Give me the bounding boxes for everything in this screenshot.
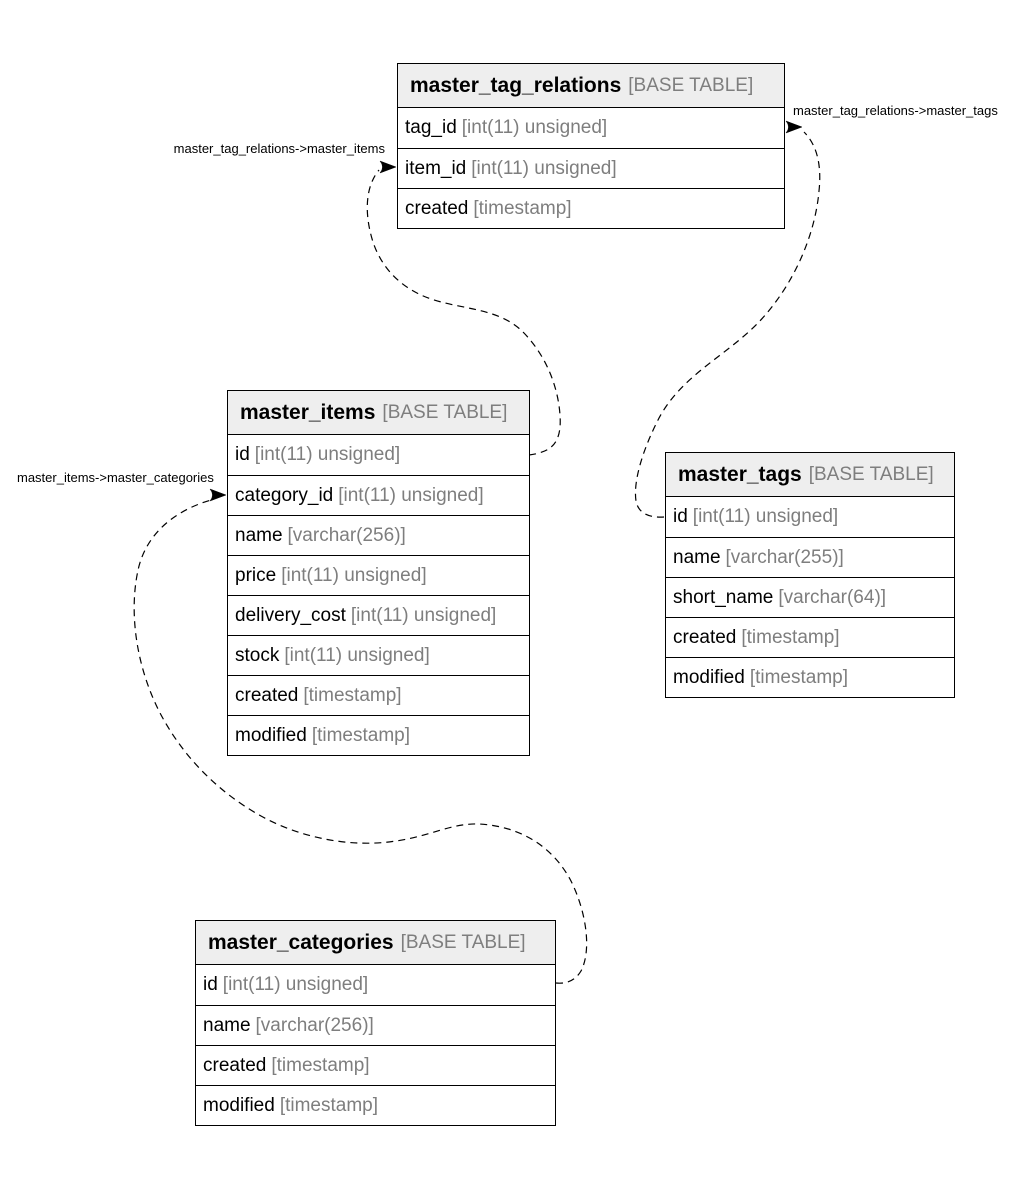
relation-arrowhead-tag-id xyxy=(786,121,802,133)
table-header xyxy=(228,391,529,435)
column-name: modified xyxy=(673,666,745,688)
column-type: [int(11) unsigned] xyxy=(222,974,369,995)
column-type: [int(11) unsigned] xyxy=(692,506,839,527)
column-name: tag_id xyxy=(405,117,457,138)
table-row xyxy=(398,148,784,188)
table-node-master-tag-relations[interactable] xyxy=(397,63,785,229)
table-row xyxy=(666,537,954,577)
column-type: [varchar(256)] xyxy=(287,524,406,546)
table-node-master-items[interactable] xyxy=(227,390,530,756)
table-row xyxy=(666,657,954,697)
column-type: [int(11) unsigned] xyxy=(461,117,608,138)
column-name: stock xyxy=(235,644,280,666)
table-header xyxy=(666,453,954,497)
column-name: name xyxy=(235,524,283,546)
column-type: [varchar(256)] xyxy=(255,1014,374,1036)
table-row xyxy=(228,435,529,475)
column-type: [timestamp] xyxy=(473,197,572,219)
table-type-badge: [BASE TABLE] xyxy=(400,931,526,953)
column-name: modified xyxy=(203,1094,275,1116)
table-row xyxy=(398,108,784,148)
table-type-badge: [BASE TABLE] xyxy=(382,401,508,423)
column-type: [int(11) unsigned] xyxy=(281,564,427,586)
table-name: master_tag_relations xyxy=(410,73,622,97)
column-name: created xyxy=(203,1054,267,1076)
column-type: [timestamp] xyxy=(741,626,840,648)
column-type: [varchar(255)] xyxy=(725,546,844,568)
column-type: [varchar(64)] xyxy=(778,586,887,608)
column-type: [int(11) unsigned] xyxy=(254,444,401,465)
column-type: [timestamp] xyxy=(311,724,411,746)
table-header xyxy=(398,64,784,108)
column-name: item_id xyxy=(405,157,467,179)
column-name: id xyxy=(203,974,218,995)
table-row xyxy=(666,617,954,657)
table-row xyxy=(228,635,529,675)
column-type: [int(11) unsigned] xyxy=(471,157,617,179)
column-type: [timestamp] xyxy=(279,1094,379,1116)
column-name: modified xyxy=(235,724,307,746)
table-row xyxy=(398,188,784,228)
column-name: id xyxy=(673,506,688,527)
table-row xyxy=(228,595,529,635)
table-row xyxy=(228,515,529,555)
table-row xyxy=(228,555,529,595)
column-name: name xyxy=(673,546,721,568)
column-type: [int(11) unsigned] xyxy=(350,604,497,626)
table-name: master_tags xyxy=(678,462,802,486)
column-type: [timestamp] xyxy=(749,666,849,688)
table-row xyxy=(196,965,555,1005)
table-row xyxy=(666,577,954,617)
relation-label-tagrelations-items: master_tag_relations->master_items xyxy=(173,141,385,156)
relation-label-tagrelations-tags: master_tag_relations->master_tags xyxy=(793,103,998,118)
column-type: [int(11) unsigned] xyxy=(338,484,484,506)
table-type-badge: [BASE TABLE] xyxy=(808,463,934,485)
table-name: master_items xyxy=(240,400,376,424)
table-row xyxy=(228,715,529,755)
table-node-master-tags[interactable] xyxy=(665,452,955,698)
table-row xyxy=(666,497,954,537)
table-row xyxy=(196,1085,555,1125)
table-row xyxy=(228,475,529,515)
column-name: created xyxy=(405,197,469,219)
table-row xyxy=(196,1005,555,1045)
table-type-badge: [BASE TABLE] xyxy=(628,74,754,96)
column-name: name xyxy=(203,1014,251,1036)
column-name: category_id xyxy=(235,484,334,506)
column-name: created xyxy=(673,626,737,648)
table-node-master-categories[interactable] xyxy=(195,920,556,1126)
table-name: master_categories xyxy=(208,930,394,954)
column-type: [timestamp] xyxy=(303,684,402,706)
column-name: id xyxy=(235,444,250,465)
table-row xyxy=(196,1045,555,1085)
relation-label-items-categories: master_items->master_categories xyxy=(17,470,214,485)
relation-arrowhead-category-id xyxy=(210,489,226,501)
column-name: price xyxy=(235,564,277,586)
table-row xyxy=(228,675,529,715)
column-type: [int(11) unsigned] xyxy=(284,644,430,666)
column-name: created xyxy=(235,684,299,706)
column-name: delivery_cost xyxy=(235,604,346,626)
column-type: [timestamp] xyxy=(271,1054,370,1076)
column-name: short_name xyxy=(673,586,774,608)
table-header xyxy=(196,921,555,965)
relation-arrowhead-item-id xyxy=(380,161,396,173)
